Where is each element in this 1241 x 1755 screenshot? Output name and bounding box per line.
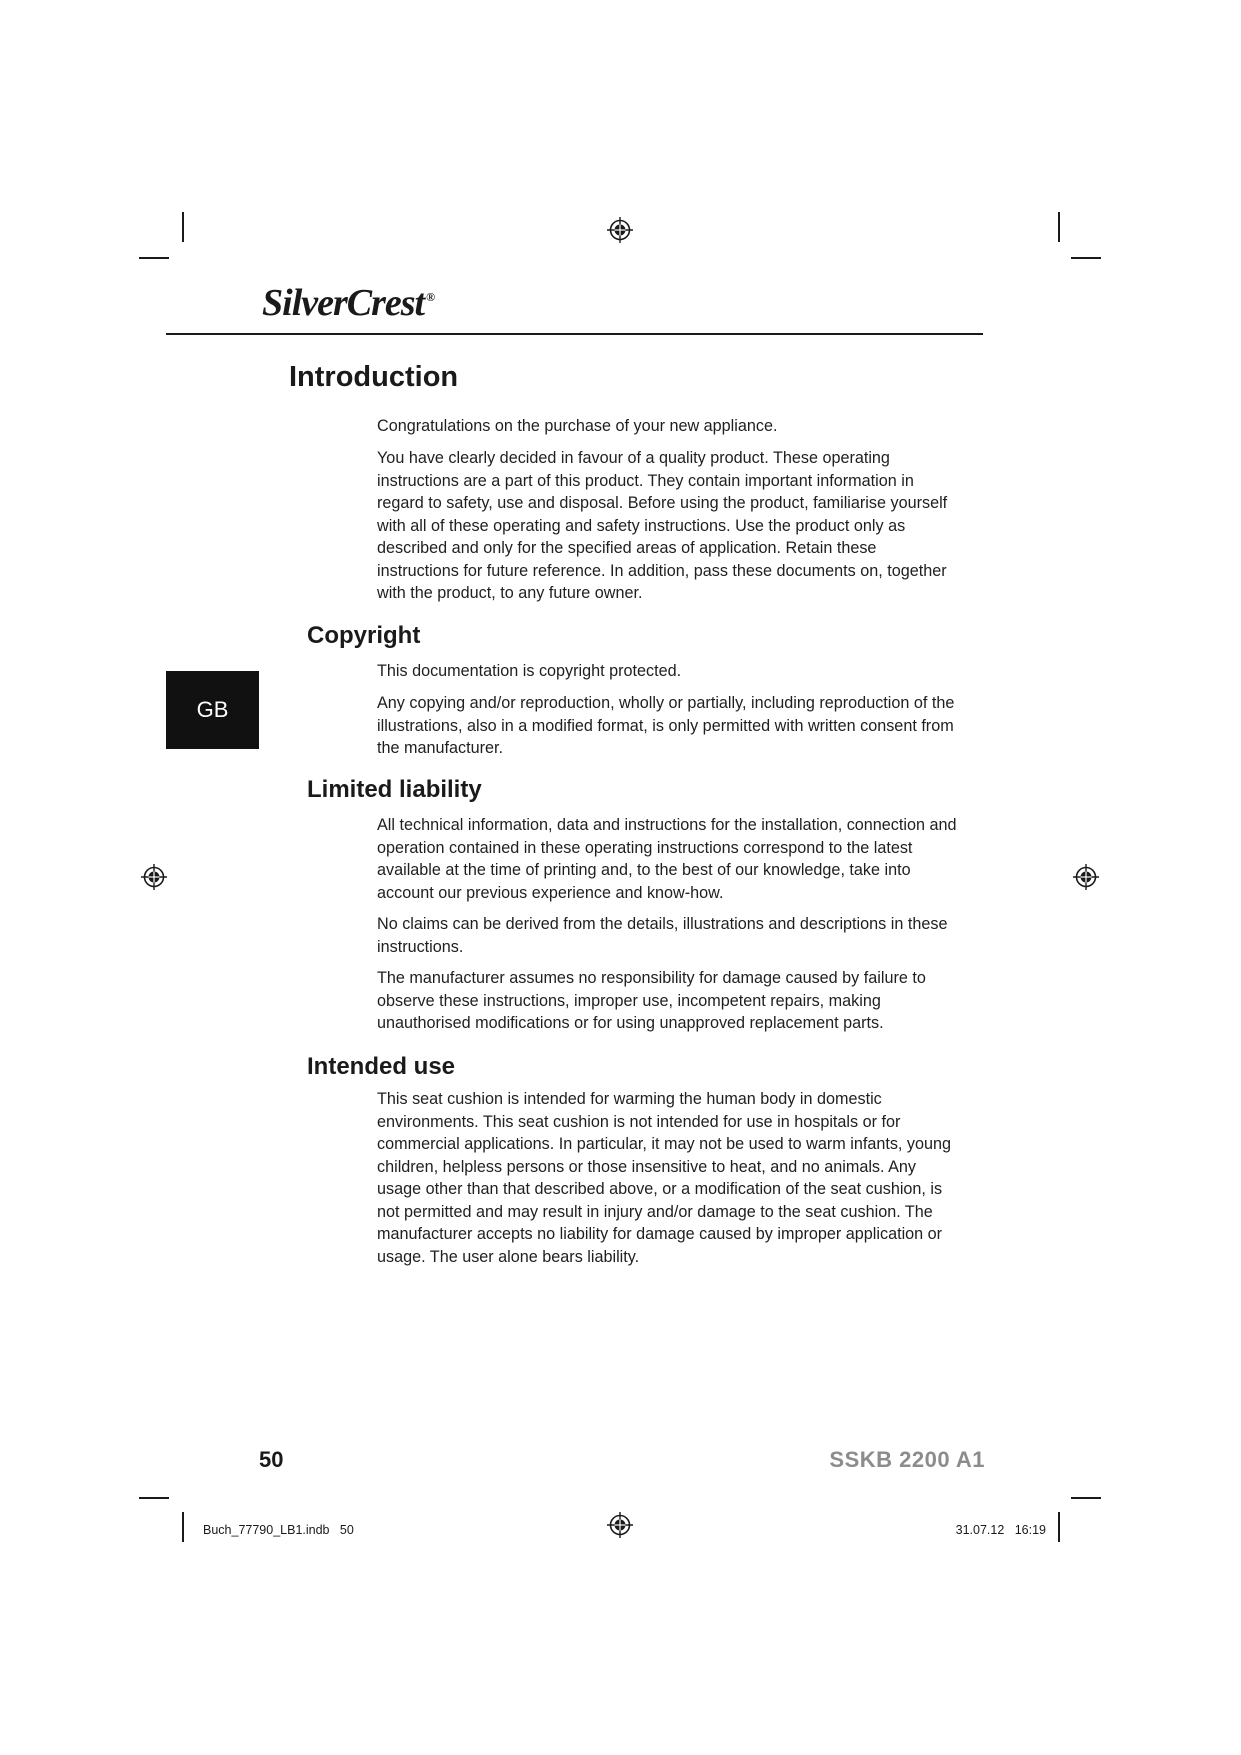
brand-logo — [262, 284, 434, 322]
header-rule — [166, 333, 983, 335]
print-slug-file: Buch_77790_LB1.indb 50 — [203, 1523, 354, 1537]
copyright-paragraph-1: This documentation is copyright protected. — [377, 662, 682, 680]
brand-name: SilverCrest — [262, 282, 425, 324]
intro-paragraph-1: Congratulations on the purchase of your new appliance. — [377, 417, 778, 435]
liability-paragraph-1: All technical information, data and instructions for the installation, connection and operation contained in these operating instructions correspond to the latest available at the time of printing and, to the best of our knowledge, take into account our previous experience and know-how. — [377, 816, 957, 902]
liability-paragraph-3: The manufacturer assumes no responsibility for damage caused by failure to observe these instructions, improper use, incompetent repairs, making unauthorised modifications or for using unapproved replacement parts. — [377, 969, 926, 1032]
page-title: Introduction — [289, 361, 459, 393]
registered-mark: ® — [426, 290, 435, 305]
section-heading-intended-use: Intended use — [307, 1053, 456, 1080]
liability-paragraph-2: No claims can be derived from the details, illustrations and descriptions in these instructions. — [377, 915, 948, 956]
section-heading-limited-liability: Limited liability — [307, 776, 482, 803]
page-number: 50 — [259, 1447, 284, 1472]
intended-use-paragraph: This seat cushion is intended for warming the human body in domestic environments. This seat cushion is not intended for use in hospitals or for commercial applications. In particular, it may not be used to warm infants, young children, helpless persons or those insensitive to heat, and no animals. Any usage other than that described above, or a modification of the seat cushion, is not permitted and may result in injury and/or damage to the seat cushion. The manufacturer accepts no liability for damage caused by improper application or usage. The user alone bears liability. — [377, 1090, 952, 1266]
intro-paragraph-2: You have clearly decided in favour of a quality product. These operating instructions are a part of this product. They contain important information in regard to safety, use and disposal. Before using the product, familiarise yourself with all of these operating and safety instructions. Use the product only as described and only for the specified areas of application. Retain these instructions for future reference. In addition, pass these documents on, together with the product, to any future owner. — [377, 449, 948, 602]
crop-mark-top-left-v — [182, 212, 184, 242]
registration-mark-icon — [607, 1512, 633, 1538]
crop-mark-top-right-h — [1071, 257, 1101, 259]
crop-mark-bottom-right-h — [1071, 1497, 1101, 1499]
crop-mark-top-left-h — [139, 257, 169, 259]
crop-mark-top-right-v — [1058, 212, 1060, 242]
registration-mark-icon — [141, 864, 167, 890]
print-slug-date-time: 31.07.12 16:19 — [955, 1523, 1046, 1537]
section-heading-copyright: Copyright — [307, 622, 421, 649]
copyright-paragraph-2: Any copying and/or reproduction, wholly or partially, including reproduction of the illustrations, also in a modified format, is only permitted with written consent from the manufacturer. — [377, 694, 955, 757]
language-tab: GB — [166, 671, 259, 749]
crop-mark-bottom-left-v — [182, 1512, 184, 1542]
crop-mark-bottom-left-h — [139, 1497, 169, 1499]
registration-mark-icon — [607, 217, 633, 243]
crop-mark-bottom-right-v — [1058, 1512, 1060, 1542]
model-number: SSKB 2200 A1 — [829, 1447, 985, 1472]
registration-mark-icon — [1073, 864, 1099, 890]
